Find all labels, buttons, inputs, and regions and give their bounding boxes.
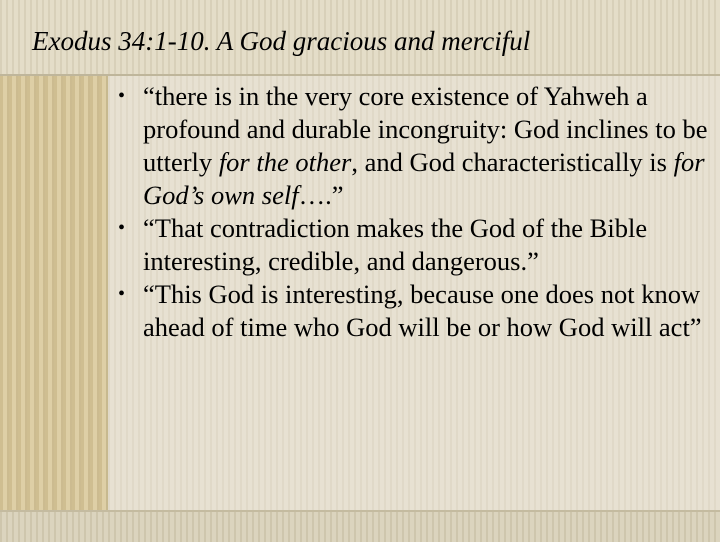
bullet-1-emphasis-1: for the other bbox=[218, 147, 352, 177]
bullet-1-text-3: ….” bbox=[298, 180, 344, 210]
left-decorative-strip bbox=[0, 76, 108, 516]
bullet-1-text: “there is in the very core existence of Yahweh a profound and durable incongruity: God inclines to be utterly bbox=[143, 81, 708, 177]
bottom-band bbox=[0, 510, 720, 542]
bullet-item-1 bbox=[118, 80, 708, 212]
bullet-2-text: “That contradiction makes the God of the Bible interesting, credible, and dangerous.” bbox=[143, 213, 648, 276]
bullet-1-text-2: , and God characteristically is bbox=[351, 147, 674, 177]
bullet-dot: • bbox=[118, 85, 126, 107]
slide-title: Exodus 34:1-10. A God gracious and merciful bbox=[32, 26, 531, 56]
bullet-1-emphasis-2: for God’s own self bbox=[143, 147, 705, 210]
bullet-item-3 bbox=[118, 278, 708, 344]
bullet-item-2 bbox=[118, 212, 708, 278]
bullet-3-text: “This God is interesting, because one does not know ahead of time who God will be or how God will act” bbox=[143, 279, 702, 342]
bullet-dot: • bbox=[118, 217, 126, 239]
bullet-dot: • bbox=[118, 283, 126, 305]
bullet-list bbox=[118, 80, 708, 344]
